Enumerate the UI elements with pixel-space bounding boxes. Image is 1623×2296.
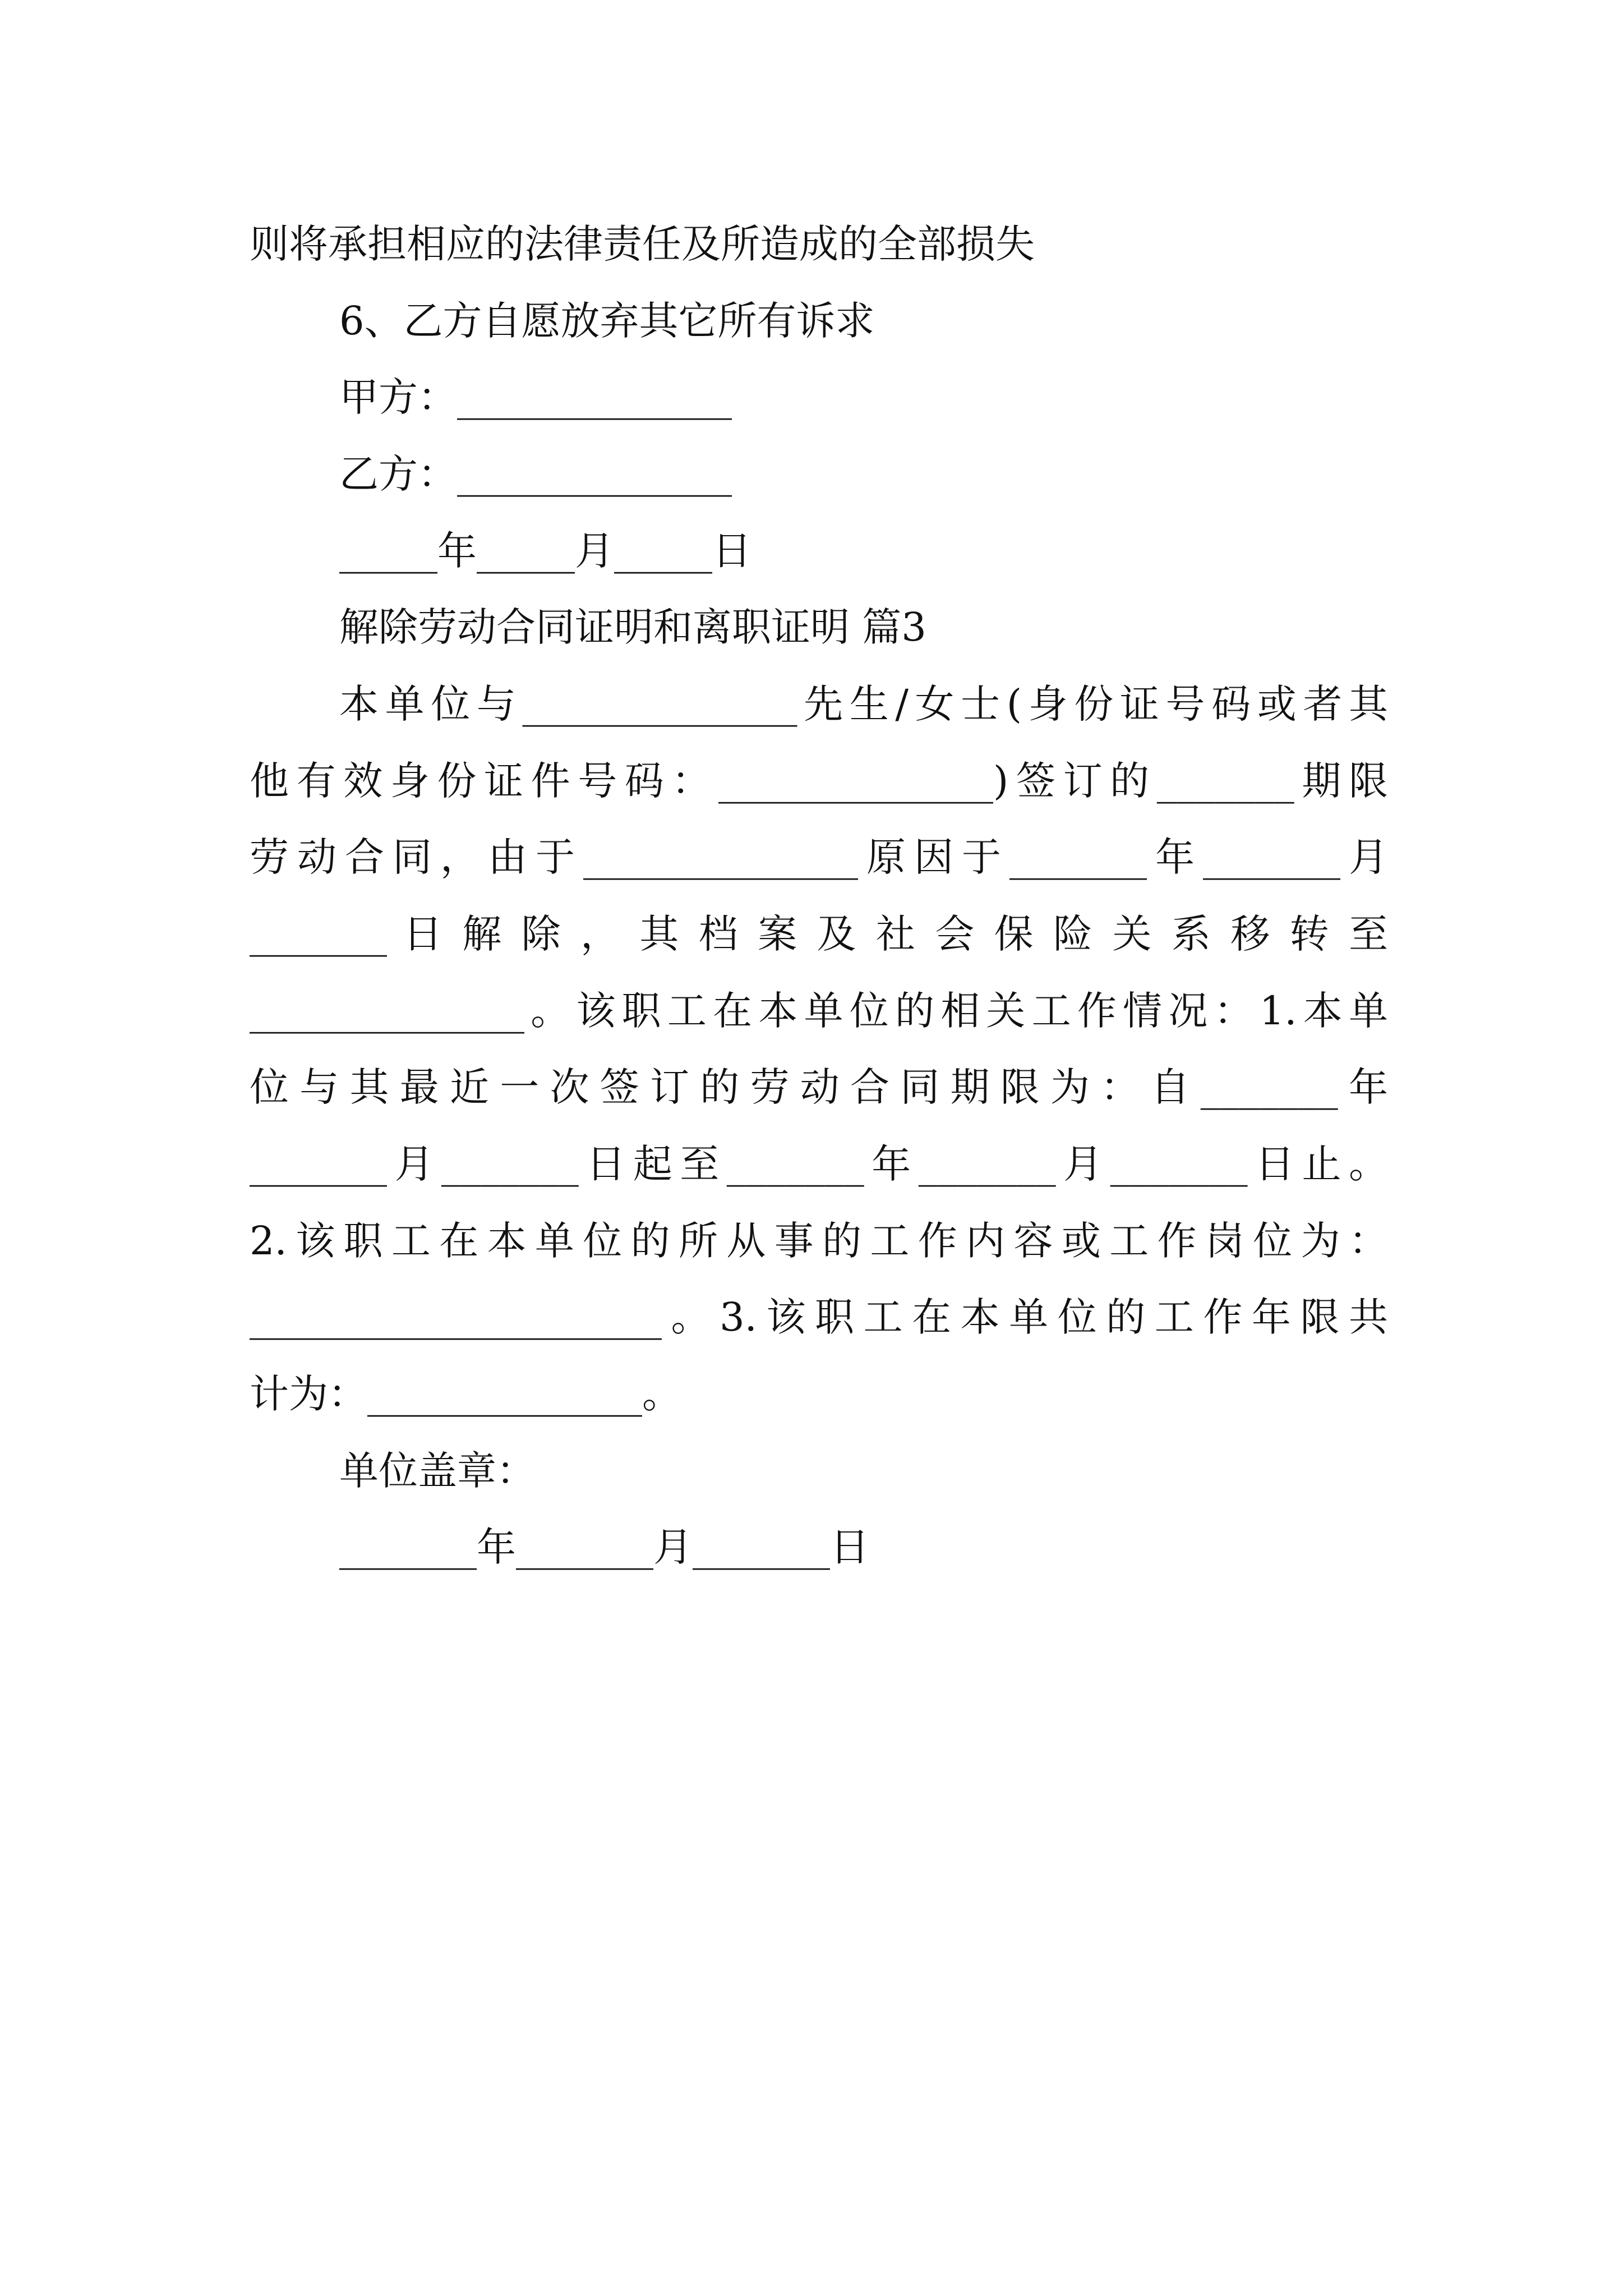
body-line-5: ______________。该职工在本单位的相关工作情况：1.本单 [250,988,1388,1034]
body-line-8: 2.该职工在本单位的所从事的工作内容或工作岗位为： [250,1218,1388,1264]
body-line-9: _____________________。3.该职工在本单位的工作年限共 [250,1294,1388,1340]
body-line-3: 劳动合同，由于______________原因于_______年_______月 [250,834,1388,880]
body-line-7: _______月_______日起至_______年_______月_______日止。 [250,1141,1388,1187]
company-seal-label: 单位盖章： [339,1448,536,1494]
body-line-2: 他有效身份证件号码：______________)签订的_______期限 [250,758,1388,804]
text-line-liability: 则将承担相应的法律责任及所造成的全部损失 [250,221,1035,267]
body-line-4: _______ 日 解 除 ， 其 档 案 及 社 会 保 险 关 系 移 转 至 [250,911,1388,957]
body-line-6: 位与其最近一次签订的劳动合同期限为：自_______年 [250,1064,1388,1110]
date-line-1: _____年_____月_____日 [339,528,751,574]
section-title: 解除劳动合同证明和离职证明 篇3 [339,604,926,650]
body-line-1: 本单位与______________先生/女士(身份证号码或者其 [339,681,1388,727]
party-b-signature: 乙方：______________ [339,451,732,497]
party-a-signature: 甲方：______________ [339,374,732,420]
clause-6: 6、乙方自愿放弃其它所有诉求 [339,298,875,344]
date-line-2: _______年_______月_______日 [339,1524,869,1570]
body-line-10: 计为：______________。 [250,1371,681,1417]
